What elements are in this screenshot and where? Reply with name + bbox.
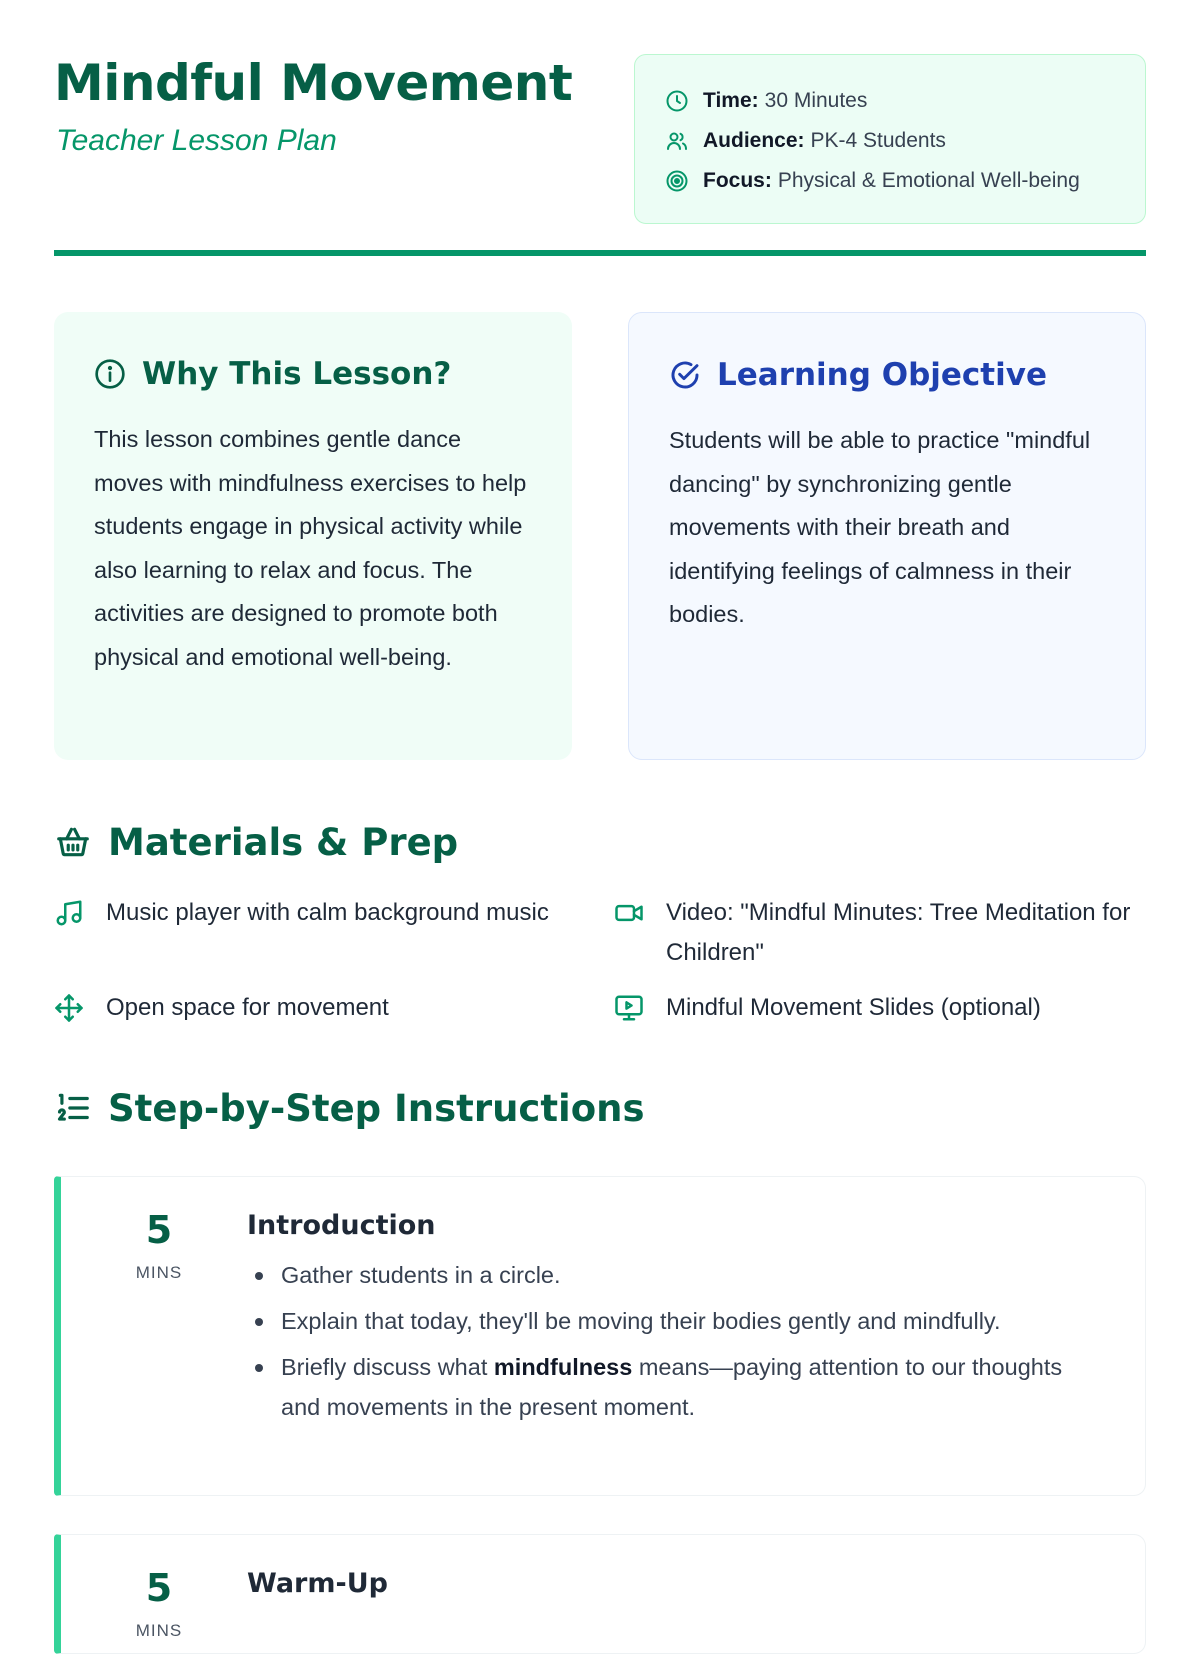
meta-time-value: 30 Minutes	[764, 89, 868, 112]
step-duration-number: 5	[145, 1208, 173, 1252]
step-body	[247, 1561, 1107, 1607]
presentation-icon	[614, 993, 644, 1023]
target-icon	[665, 169, 689, 193]
step-duration-unit: MINS	[135, 1621, 183, 1640]
material-item	[614, 988, 1148, 1028]
step-card-introduction	[54, 1176, 1146, 1496]
meta-audience-label: Audience:	[703, 129, 805, 152]
step-duration-number: 5	[145, 1566, 173, 1610]
step-duration	[109, 1563, 209, 1641]
step-duration-unit: MINS	[135, 1263, 183, 1282]
bullet-text-bold: mindfulness	[493, 1354, 633, 1380]
materials-heading	[54, 817, 458, 867]
video-icon	[614, 898, 644, 928]
material-text: Video: "Mindful Minutes: Tree Meditation for Children"	[666, 899, 1131, 966]
learning-objective-card	[628, 312, 1146, 760]
learning-objective-text: Students will be able to practice "mindful dancing" by synchronizing gentle movements with their breath and identifying feelings of calmness in their bodies.	[669, 427, 1091, 627]
meta-time	[665, 81, 1145, 121]
material-text: Open space for movement	[106, 994, 389, 1021]
step-body	[247, 1203, 1107, 1433]
steps-heading	[54, 1083, 645, 1133]
lesson-plan-page	[54, 0, 1146, 1640]
learning-objective-heading	[669, 353, 1105, 397]
step-bullets	[247, 1255, 1107, 1427]
material-item	[54, 988, 574, 1028]
why-lesson-heading	[94, 352, 532, 396]
why-lesson-card	[54, 312, 572, 760]
users-icon	[665, 129, 689, 153]
lesson-meta-card	[634, 54, 1146, 224]
meta-time-label: Time:	[703, 89, 759, 112]
basket-icon	[54, 823, 92, 861]
why-lesson-text: This lesson combines gentle dance moves with mindfulness exercises to help students engage in physical activity while also learning to relax and focus. The activities are designed to promote both physical and emotional well-being.	[94, 426, 527, 670]
step-title: Warm-Up	[247, 1568, 388, 1599]
meta-focus-label: Focus:	[703, 169, 772, 192]
header-divider	[54, 250, 1146, 256]
step-card-warm-up	[54, 1534, 1146, 1654]
page-subtitle: Teacher Lesson Plan	[56, 124, 337, 157]
material-text: Music player with calm background music	[106, 899, 549, 926]
header	[54, 0, 1146, 258]
materials-title: Materials & Prep	[108, 820, 459, 864]
step-bullet: Gather students in a circle.	[247, 1255, 1107, 1295]
list-ordered-icon	[54, 1089, 92, 1127]
material-item	[54, 893, 574, 933]
steps-title: Step-by-Step Instructions	[108, 1086, 645, 1130]
step-title: Introduction	[247, 1210, 436, 1241]
meta-focus-value: Physical & Emotional Well-being	[777, 169, 1080, 192]
meta-focus	[665, 161, 1145, 201]
material-text: Mindful Movement Slides (optional)	[666, 994, 1041, 1021]
info-icon	[94, 358, 126, 390]
meta-audience	[665, 121, 1145, 161]
meta-audience-value: PK-4 Students	[810, 129, 946, 152]
step-duration	[109, 1205, 209, 1283]
page-title: Mindful Movement	[54, 54, 573, 112]
material-item	[614, 893, 1148, 973]
bullet-text-pre: Briefly discuss what	[281, 1354, 494, 1380]
step-bullet: Explain that today, they'll be moving their bodies gently and mindfully.	[247, 1301, 1107, 1341]
music-icon	[54, 898, 84, 928]
clock-icon	[665, 89, 689, 113]
step-bullet	[247, 1347, 1107, 1427]
move-icon	[54, 993, 84, 1023]
bullet-text-post: means—paying attention to our thoughts and movements in the present moment.	[281, 1354, 1063, 1420]
learning-objective-title: Learning Objective	[717, 357, 1047, 393]
why-lesson-title: Why This Lesson?	[142, 356, 452, 392]
check-circle-icon	[669, 359, 701, 391]
